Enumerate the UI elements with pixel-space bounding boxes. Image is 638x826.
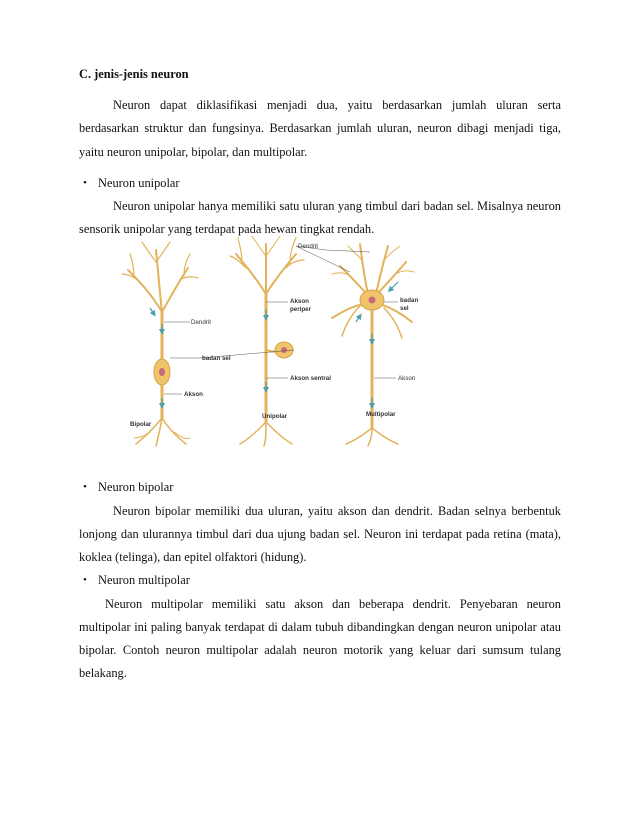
bipolar-nucleus bbox=[159, 368, 165, 376]
label-akson-sentral: Akson sentral bbox=[290, 375, 331, 382]
intro-line-2: berdasarkan struktur dan fungsinya. Berdasarkan jumlah uluran, neuron dibagi menjadi tiga, bbox=[79, 121, 561, 135]
label-akson-periper-1: Akson bbox=[290, 298, 309, 305]
unipolar-nucleus bbox=[281, 347, 287, 353]
intro-line-1: Neuron dapat diklasifikasi menjadi dua, yaitu berdasarkan jumlah uluran serta bbox=[113, 98, 561, 112]
multipolar-title: Neuron multipolar bbox=[98, 573, 190, 587]
unipolar-line-1: Neuron unipolar hanya memiliki satu uluran yang timbul dari badan sel. Misalnya neuron bbox=[113, 199, 561, 213]
unipolar-line-2: sensorik unipolar yang terdapat pada hewan tingkat rendah. bbox=[79, 222, 375, 236]
multipolar-line-1: Neuron multipolar memiliki satu akson dan beberapa dendrit. Penyebaran neuron bbox=[105, 597, 561, 611]
label-akson-right: Akson bbox=[398, 375, 416, 382]
label-badan-sel-mid: badan sel bbox=[202, 355, 231, 362]
neuron-figure bbox=[120, 232, 432, 448]
label-unipolar: Unipolar bbox=[262, 413, 288, 420]
label-dendrit-top: Dendrit bbox=[298, 243, 318, 250]
bipolar-line-1: Neuron bipolar memiliki dua uluran, yaitu akson dan dendrit. Badan selnya berbentuk bbox=[113, 504, 561, 518]
bullet-bipolar: • bbox=[83, 481, 87, 493]
bullet-multipolar: • bbox=[83, 574, 87, 586]
bipolar-line-2: lonjong dan ulurannya timbul dari dua ujung badan sel. Neuron ini terdapat pada retina (mata), bbox=[79, 527, 561, 541]
label-badan-right-1: badan bbox=[400, 297, 419, 304]
multipolar-line-3: bipolar. Contoh neuron multipolar adalah neuron motorik yang keluar dari sumsum tulang bbox=[79, 643, 561, 657]
multipolar-line-2: multipolar ini paling banyak terdapat di dalam tubuh dibandingkan dengan neuron unipolar atau bbox=[79, 620, 561, 634]
bipolar-neuron bbox=[122, 242, 198, 446]
section-heading: C. jenis-jenis neuron bbox=[79, 67, 189, 81]
bipolar-line-3: koklea (telinga), dan epitel olfaktori (hidung). bbox=[79, 550, 307, 564]
label-akson-left: Akson bbox=[184, 391, 203, 398]
multipolar-nucleus bbox=[369, 297, 376, 304]
label-akson-periper-2: periper bbox=[290, 306, 311, 313]
label-dendrit-left: Dendrit bbox=[191, 319, 211, 326]
unipolar-title: Neuron unipolar bbox=[98, 176, 180, 190]
label-badan-right-2: sel bbox=[400, 305, 409, 312]
neuron-illustration bbox=[120, 232, 432, 448]
label-multipolar: Multipolar bbox=[366, 411, 396, 418]
multipolar-line-4: belakang. bbox=[79, 666, 127, 680]
bipolar-title: Neuron bipolar bbox=[98, 480, 174, 494]
label-bipolar: Bipolar bbox=[130, 421, 152, 428]
intro-line-3: yaitu neuron unipolar, bipolar, dan multipolar. bbox=[79, 145, 308, 159]
bullet-unipolar: • bbox=[83, 177, 87, 189]
